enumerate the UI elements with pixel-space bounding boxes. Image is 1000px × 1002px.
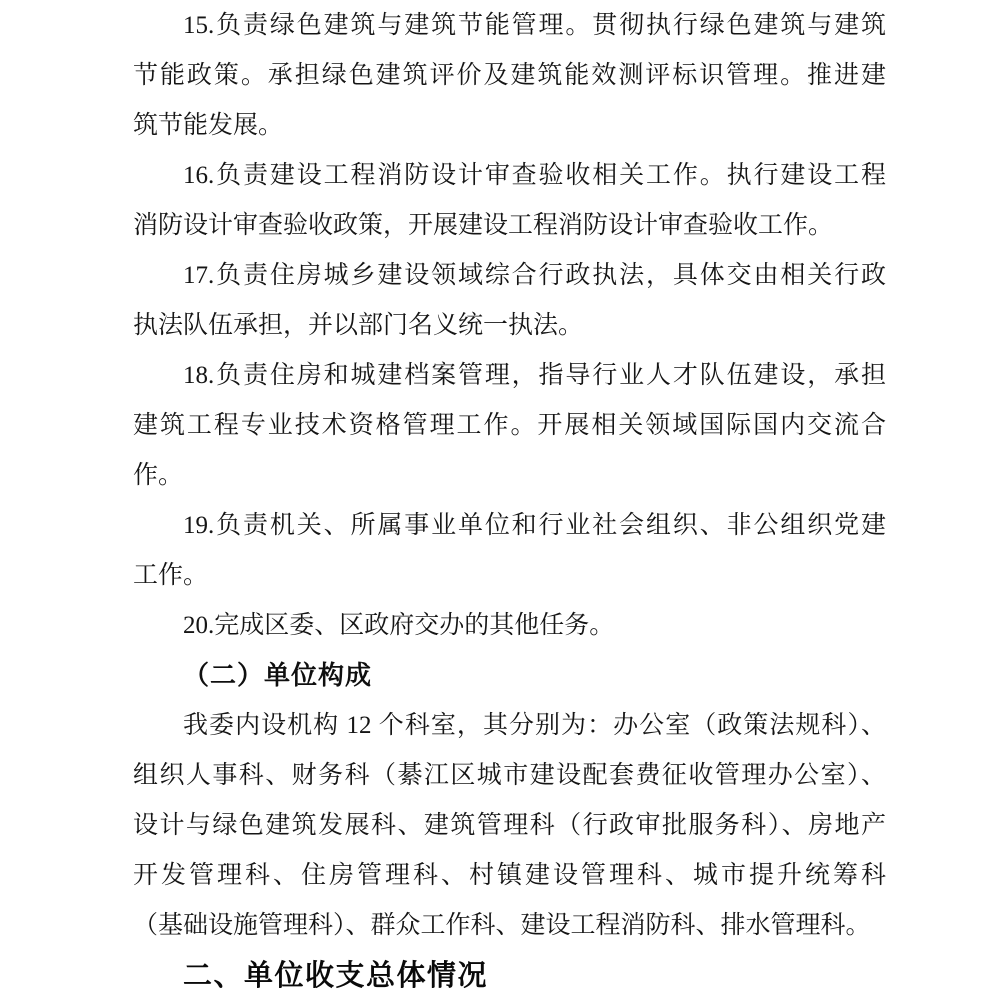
duty-18-line-3: 作。	[133, 462, 184, 489]
unit-composition-line-2: 组织人事科、财务科（綦江区城市建设配套费征收管理办公室）、	[133, 762, 886, 789]
duty-19-line-1: 19.负责机关、所属事业单位和行业社会组织、非公组织党建	[183, 512, 886, 539]
unit-composition-line-1: 我委内设机构 12 个科室，其分别为：办公室（政策法规科）、	[183, 712, 886, 739]
duty-17-line-2: 执法队伍承担，并以部门名义统一执法。	[133, 312, 584, 339]
heading-unit-composition: （二）单位构成	[183, 661, 373, 690]
duty-19-line-2: 工作。	[133, 562, 209, 589]
duty-15-line-3: 筑节能发展。	[133, 112, 284, 139]
unit-composition-line-3: 设计与绿色建筑发展科、建筑管理科（行政审批服务科）、房地产	[133, 812, 886, 839]
duty-20-line-1: 20.完成区委、区政府交办的其他任务。	[183, 612, 615, 639]
duty-15-line-2: 节能政策。承担绿色建筑评价及建筑能效测评标识管理。推进建	[133, 62, 886, 89]
duty-15-line-1: 15.负责绿色建筑与建筑节能管理。贯彻执行绿色建筑与建筑	[183, 12, 886, 39]
duty-18-line-1: 18.负责住房和城建档案管理，指导行业人才队伍建设，承担	[183, 362, 886, 389]
heading-revenue-expenditure-overview: 二、单位收支总体情况	[183, 960, 489, 992]
duty-16-line-1: 16.负责建设工程消防设计审查验收相关工作。执行建设工程	[183, 162, 886, 189]
duty-17-line-1: 17.负责住房城乡建设领域综合行政执法，具体交由相关行政	[183, 262, 886, 289]
document-text-block	[133, 1, 886, 1001]
unit-composition-line-4: 开发管理科、住房管理科、村镇建设管理科、城市提升统筹科	[133, 862, 886, 889]
duty-16-line-2: 消防设计审查验收政策，开展建设工程消防设计审查验收工作。	[133, 212, 834, 239]
duty-18-line-2: 建筑工程专业技术资格管理工作。开展相关领域国际国内交流合	[133, 412, 886, 439]
unit-composition-line-5: （基础设施管理科）、群众工作科、建设工程消防科、排水管理科。	[133, 912, 871, 939]
